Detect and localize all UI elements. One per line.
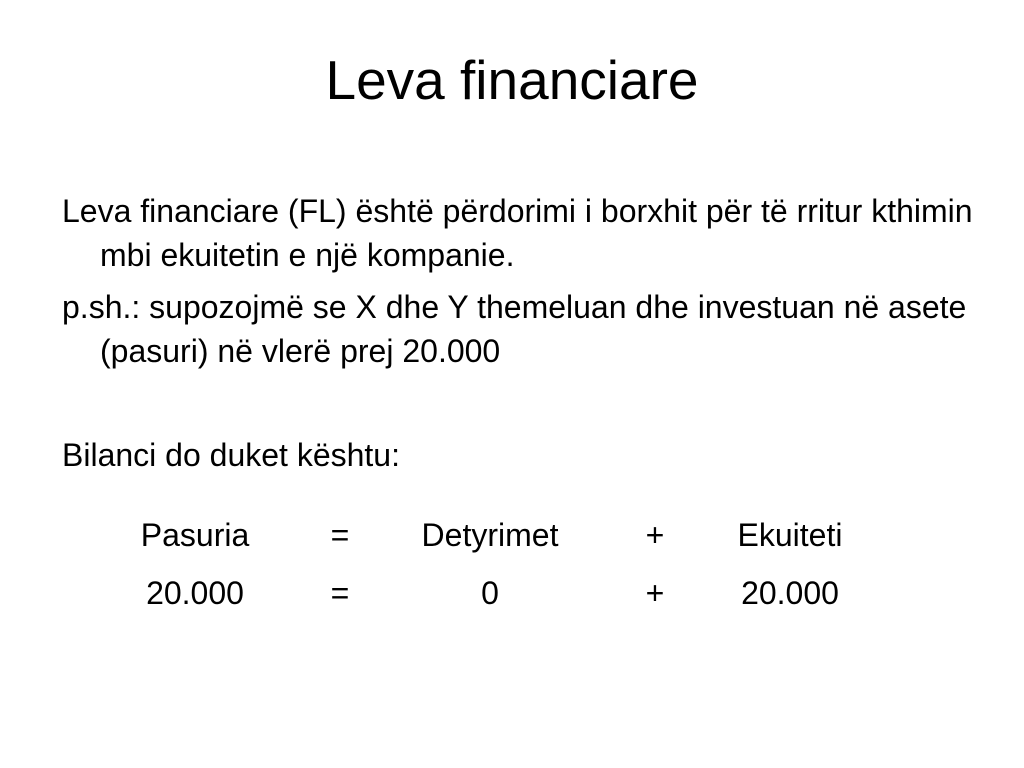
equation-assets-value: 20.000: [146, 575, 244, 611]
paragraph-example: p.sh.: supozojmë se X dhe Y themeluan dhe investuan në asete (pasuri) në vlerë prej 20.000: [62, 289, 967, 369]
spacer: [62, 373, 982, 433]
slide-body: [62, 189, 982, 477]
equation-liabilities-value: 0: [481, 575, 499, 611]
equation-equals-sign: =: [330, 517, 350, 553]
equation-values-row: [0, 571, 1024, 615]
equation-liabilities-label: Detyrimet: [421, 517, 559, 553]
slide-title: Leva financiare: [325, 49, 699, 111]
equation-plus-sign: +: [645, 575, 665, 611]
equation-plus-sign: +: [645, 517, 665, 553]
equation-equals-sign: =: [330, 575, 350, 611]
equation-header-row: [0, 513, 1024, 557]
equation-equity-label: Ekuiteti: [737, 517, 843, 553]
equation-equity-value: 20.000: [741, 575, 839, 611]
balance-intro: Bilanci do duket kështu:: [62, 437, 400, 473]
paragraph-definition: Leva financiare (FL) është përdorimi i borxhit për të rritur kthimin mbi ekuitetin e një kompanie.: [62, 193, 973, 273]
equation-assets-label: Pasuria: [140, 517, 250, 553]
